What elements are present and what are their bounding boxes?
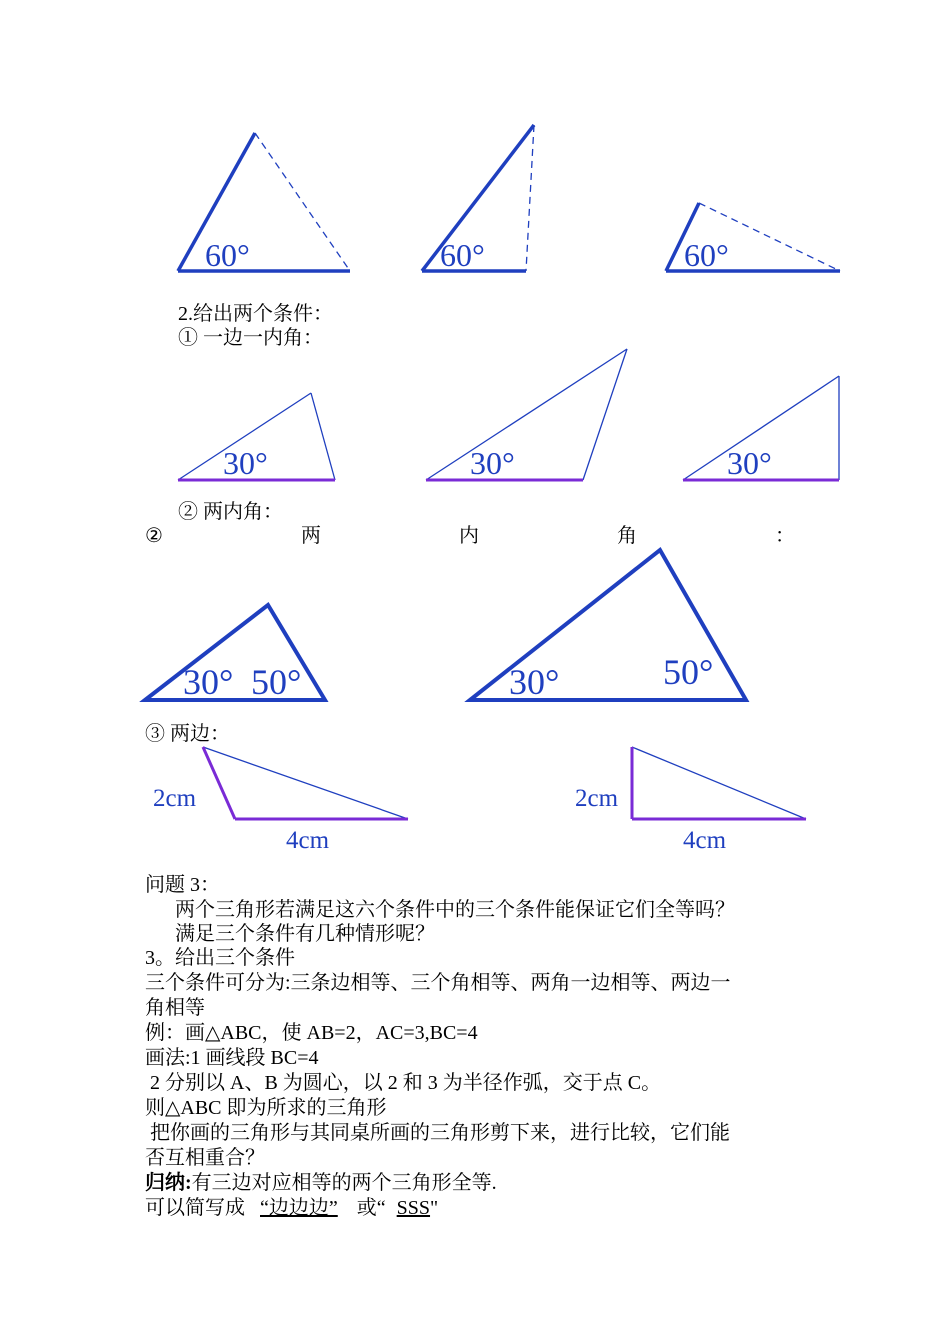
angle-label-30: 30° [509, 662, 560, 702]
triangle-30-c [683, 376, 839, 481]
dashed-side [526, 125, 534, 271]
abbr-term-sss: SSS [396, 1197, 431, 1219]
angle-label-30: 30° [183, 662, 234, 702]
triangle-30-b [426, 349, 627, 481]
spread-char: 角 [616, 525, 637, 547]
angle-label-50: 50° [663, 652, 714, 692]
method-line1: 画法:1 画线段 BC=4 [145, 1047, 319, 1069]
triangle-30-50-large [470, 550, 746, 702]
triangle-30-50-small [145, 605, 325, 702]
spread-char: ② [145, 525, 163, 547]
compare-line1: 把你画的三角形与其同桌所画的三角形剪下来，进行比较，它们能 [150, 1122, 730, 1144]
angle-label: 60° [684, 237, 729, 273]
spread-char: ： [775, 525, 795, 547]
abbr-prefix: 可以简写成 [145, 1197, 245, 1219]
abbr-or: 或“ [356, 1197, 386, 1219]
hypotenuse-line [632, 747, 806, 819]
side-label-2cm: 2cm [153, 785, 197, 812]
method-line2: 2 分别以 A、B 为圆心，以 2 和 3 为半径作弧，交于点 C。 [150, 1072, 662, 1094]
side-line [426, 349, 627, 480]
case3-title: ③ 两边： [145, 723, 230, 745]
abbreviation-line [145, 1196, 438, 1220]
angle-label: 60° [440, 237, 485, 273]
section2-heading: 2.给出两个条件： [178, 303, 333, 325]
triangle-60-c [666, 203, 840, 273]
section3-heading: 3。给出三个条件 [145, 947, 295, 969]
section3-line1: 三个条件可分为:三条边相等、三个角相等、两角一边相等、两边一 [145, 972, 731, 994]
case2-title: ② 两内角： [178, 501, 283, 523]
angle-label: 30° [470, 445, 515, 481]
side-line [311, 393, 335, 480]
summary-text: 有三边对应相等的两个三角形全等. [191, 1172, 497, 1194]
triangle-two-sides-a [153, 747, 408, 854]
angle-label: 60° [205, 237, 250, 273]
abbr-term-sss-chinese: “边边边” [260, 1197, 338, 1219]
side-label-4cm: 4cm [683, 827, 727, 854]
dashed-side [255, 133, 350, 271]
side-2cm [203, 747, 235, 819]
spread-char: 内 [458, 525, 479, 547]
compare-line2: 否互相重合？ [145, 1147, 265, 1169]
method-line3: 则△ABC 即为所求的三角形 [145, 1097, 387, 1119]
side-line [583, 349, 627, 480]
question3-title: 问题 3： [145, 874, 220, 896]
triangle-60-b [422, 125, 534, 273]
question3-line2: 满足三个条件有几种情形呢？ [175, 923, 435, 945]
section3-line2: 角相等 [145, 997, 205, 1019]
spread-char: 两 [300, 525, 321, 547]
hypotenuse-line [203, 747, 408, 819]
question3-line1: 两个三角形若满足这六个条件中的三个条件能保证它们全等吗？ [175, 899, 735, 921]
case1-title: ① 一边一内角： [178, 327, 323, 349]
summary-label: 归纳: [145, 1172, 192, 1194]
case2-title-spread [145, 524, 795, 548]
triangle-two-sides-b [575, 747, 806, 854]
triangle-60-a [178, 133, 350, 273]
angle-label: 30° [223, 445, 268, 481]
angle-label-50: 50° [251, 662, 302, 702]
angle-label: 30° [727, 445, 772, 481]
abbr-suffix: " [430, 1197, 439, 1219]
side-label-4cm: 4cm [286, 827, 330, 854]
example-line: 例：画△ABC，使 AB=2，AC=3,BC=4 [145, 1022, 478, 1044]
summary-line [145, 1171, 497, 1195]
side-label-2cm: 2cm [575, 785, 619, 812]
triangle-30-a [178, 393, 335, 481]
